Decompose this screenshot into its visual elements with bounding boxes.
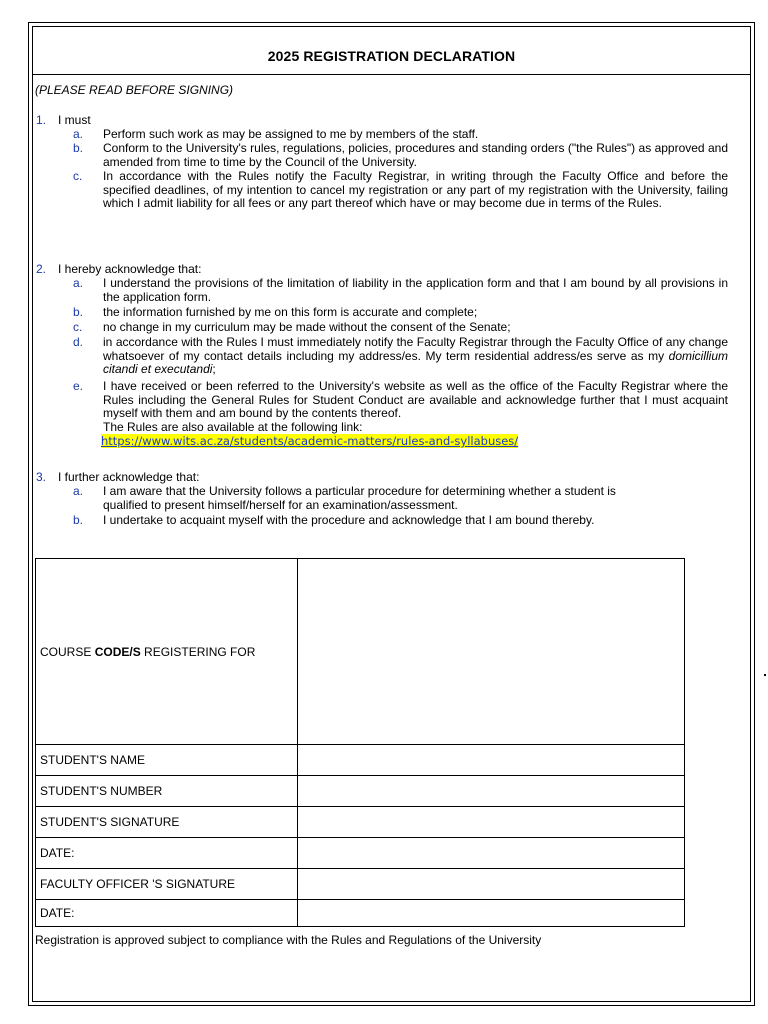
item-text-italic: domicillium citandi et executandi xyxy=(103,348,728,376)
students-number-field[interactable] xyxy=(298,776,685,807)
item-extra-text: The Rules are also available at the following link: xyxy=(103,419,363,434)
item-text: no change in my curriculum may be made without the consent of the Senate; xyxy=(103,320,511,334)
item-text xyxy=(103,336,728,377)
item-letter: b. xyxy=(73,141,84,155)
item-letter: d. xyxy=(73,335,84,349)
item-letter: b. xyxy=(73,513,84,527)
stray-mark xyxy=(764,674,766,676)
document-title: 2025 REGISTRATION DECLARATION xyxy=(267,48,516,64)
item-letter: b. xyxy=(73,305,84,319)
registration-form-table xyxy=(35,558,685,927)
section-heading: I hereby acknowledge that: xyxy=(58,262,202,276)
list-item xyxy=(73,306,728,320)
list-item xyxy=(73,142,728,169)
students-number-label: STUDENT'S NUMBER xyxy=(36,776,298,807)
section-heading: I must xyxy=(58,113,91,127)
student-date-label: DATE: xyxy=(36,838,298,869)
students-name-label: STUDENT'S NAME xyxy=(36,745,298,776)
title-divider xyxy=(33,74,750,75)
table-row xyxy=(36,869,685,900)
page-border-outer xyxy=(28,22,755,1006)
item-text: In accordance with the Rules notify the Faculty Registrar, in writing through the Faculty Office and before the specified deadlines, of my intention to cancel my registration or any part of my registration with the University, failing which I admit liability for all fees or any part thereof which have or may become due in terms of the Rules. xyxy=(103,169,728,210)
item-text-main: in accordance with the Rules I must immediately notify the Faculty Registrar through the Faculty Office of any change whatsoever of my contact details including my address/es. My term residential address/es serve as my xyxy=(103,335,728,363)
section-number: 1. xyxy=(36,113,47,127)
item-text-line2: qualified to present himself/herself for an examination/assessment. xyxy=(103,497,458,512)
course-codes-field[interactable] xyxy=(298,559,685,745)
read-before-signing-note: (PLEASE READ BEFORE SIGNING) xyxy=(35,83,234,97)
item-text: I undertake to acquaint myself with the procedure and acknowledge that I am bound thereby. xyxy=(103,513,595,527)
item-text-punct: ; xyxy=(212,362,216,376)
list-item xyxy=(73,128,728,142)
item-text: I am aware that the University follows a particular procedure for determining whether a student is xyxy=(103,484,616,498)
table-row xyxy=(36,900,685,927)
officer-date-label: DATE: xyxy=(36,900,298,927)
section-heading: I further acknowledge that: xyxy=(58,470,200,484)
item-text: Perform such work as may be assigned to me by members of the staff. xyxy=(103,127,479,141)
item-text: Conform to the University's rules, regulations, policies, procedures and standing orders ("the Rules") as approved and amended from time to time by the Council of the University. xyxy=(103,141,728,169)
section-number: 2. xyxy=(36,262,47,276)
officer-date-field[interactable] xyxy=(298,900,685,927)
students-name-field[interactable] xyxy=(298,745,685,776)
table-row xyxy=(36,807,685,838)
list-item xyxy=(73,485,728,512)
course-codes-label: COURSE CODE/S REGISTERING FOR xyxy=(36,559,298,745)
item-text: the information furnished by me on this form is accurate and complete; xyxy=(103,305,478,319)
item-letter: a. xyxy=(73,127,84,141)
students-signature-label: STUDENT'S SIGNATURE xyxy=(36,807,298,838)
page-border-inner xyxy=(32,26,751,1002)
item-text: I have received or been referred to the University's website as well as the office of the Faculty Registrar where the Rules including the General Rules for Student Conduct are available and acknowledge further that I must acquaint myself with them and am bound by the contents thereof. xyxy=(103,379,728,420)
item-letter: c. xyxy=(73,320,83,334)
item-letter: a. xyxy=(73,276,84,290)
table-row xyxy=(36,776,685,807)
student-date-field[interactable] xyxy=(298,838,685,869)
faculty-officer-signature-field[interactable] xyxy=(298,869,685,900)
list-item xyxy=(73,321,728,335)
approval-note: Registration is approved subject to compliance with the Rules and Regulations of the University xyxy=(35,933,542,947)
list-item xyxy=(73,514,728,528)
table-row xyxy=(36,745,685,776)
students-signature-field[interactable] xyxy=(298,807,685,838)
list-item xyxy=(73,336,728,377)
item-letter: c. xyxy=(73,169,83,183)
course-codes-row xyxy=(36,559,685,745)
list-item xyxy=(73,277,728,304)
table-row xyxy=(36,838,685,869)
item-text: I understand the provisions of the limitation of liability in the application form and that I am bound by all provisions in the application form. xyxy=(103,276,728,304)
rules-link-line xyxy=(101,435,728,449)
section-number: 3. xyxy=(36,470,47,484)
list-item xyxy=(73,380,728,449)
item-letter: e. xyxy=(73,379,84,393)
item-letter: a. xyxy=(73,484,84,498)
faculty-officer-signature-label: FACULTY OFFICER 'S SIGNATURE xyxy=(36,869,298,900)
rules-syllabuses-link[interactable]: https://www.wits.ac.za/students/academic-matters/rules-and-syllabuses/ xyxy=(101,434,519,448)
list-item xyxy=(73,170,728,211)
